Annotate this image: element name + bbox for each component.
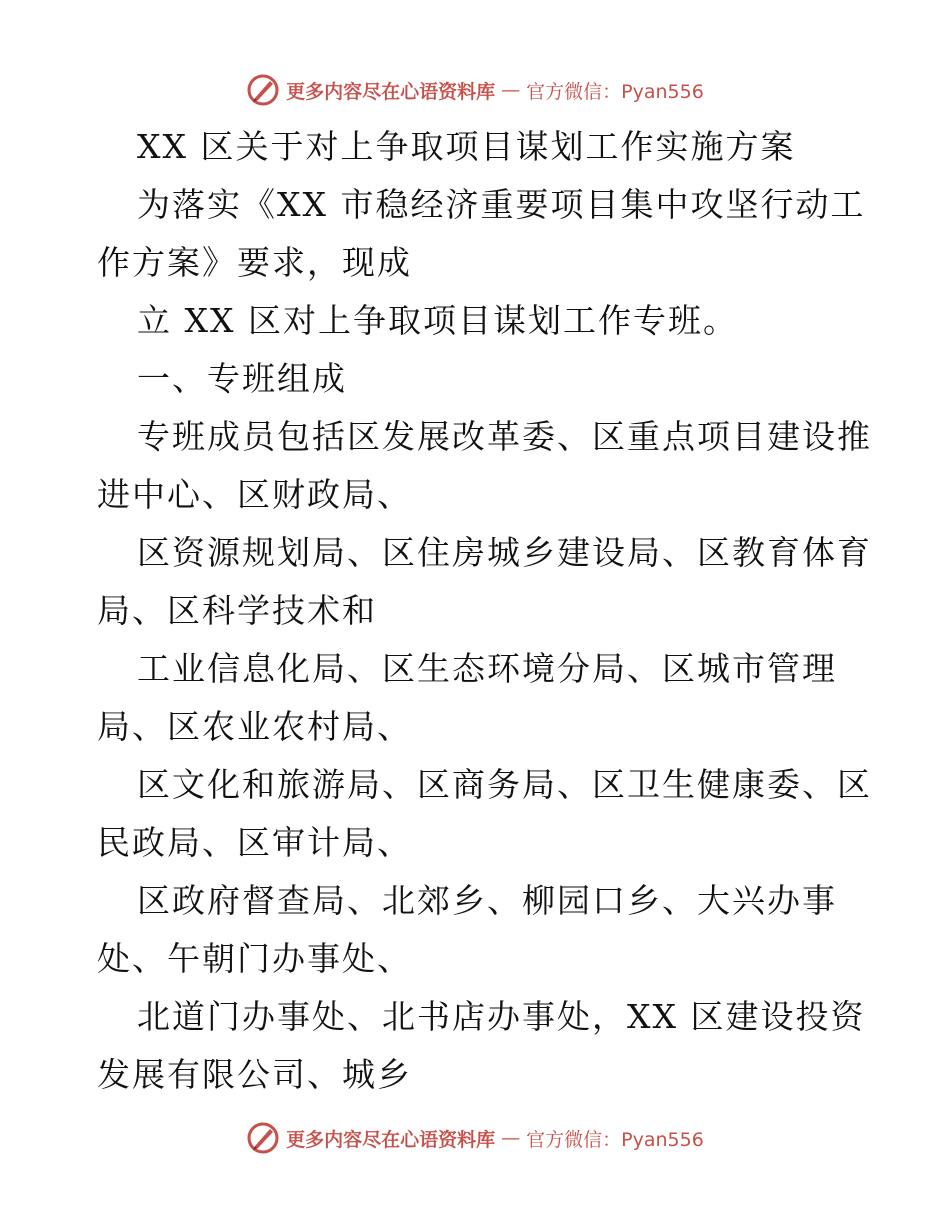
quill-logo-icon <box>246 73 280 107</box>
paragraph-line: 发展有限公司、城乡 <box>97 1055 412 1094</box>
paragraph-line: XX 区关于对上争取项目谋划工作实施方案 <box>137 127 796 166</box>
paragraph-line: 北道门办事处、北书店办事处，XX 区建设投资 <box>137 997 866 1036</box>
watermark-wechat-text: 官方微信：Pyan556 <box>526 1128 704 1151</box>
paragraph-line: 处、午朝门办事处、 <box>97 939 412 978</box>
paragraph-line: 区文化和旅游局、区商务局、区卫生健康委、区 <box>137 765 872 804</box>
paragraph-line: 局、区农业农村局、 <box>97 707 412 746</box>
quill-logo-icon <box>246 1121 280 1155</box>
paragraph-line: 进中心、区财政局、 <box>97 475 412 514</box>
paragraph-line: 作方案》要求，现成 <box>97 243 412 282</box>
watermark-brand-text: 更多内容尽在心语资料库 <box>286 80 496 103</box>
footer-watermark <box>0 1120 950 1156</box>
paragraph-line: 工业信息化局、区生态环境分局、区城市管理 <box>137 649 837 688</box>
paragraph-line: 局、区科学技术和 <box>97 591 377 630</box>
paragraph-line: 区资源规划局、区住房城乡建设局、区教育体育 <box>137 533 872 572</box>
watermark-wechat-text: 官方微信：Pyan556 <box>526 80 704 103</box>
paragraph-line: 一、专班组成 <box>137 359 347 398</box>
paragraph-line: 专班成员包括区发展改革委、区重点项目建设推 <box>137 417 872 456</box>
paragraph-line: 为落实《XX 市稳经济重要项目集中攻坚行动工 <box>137 185 866 224</box>
document-body <box>97 118 872 1104</box>
watermark-separator: — <box>501 1127 521 1149</box>
paragraph-line: 民政局、区审计局、 <box>97 823 412 862</box>
paragraph-line: 立 XX 区对上争取项目谋划工作专班。 <box>137 301 738 340</box>
watermark-brand-text: 更多内容尽在心语资料库 <box>286 1128 496 1151</box>
paragraph-line: 区政府督查局、北郊乡、柳园口乡、大兴办事 <box>137 881 837 920</box>
header-watermark <box>0 72 950 108</box>
watermark-separator: — <box>501 79 521 101</box>
